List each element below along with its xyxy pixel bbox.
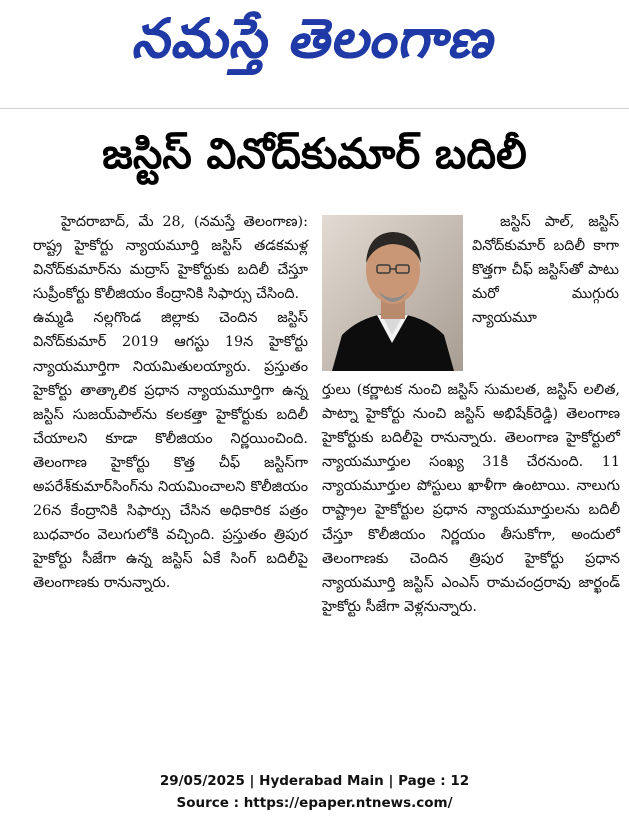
- headline-text: జస్టిస్ వినోద్‌కుమార్ బదిలీ: [102, 129, 527, 178]
- right-column-bottom: [322, 378, 620, 619]
- masthead-divider: [0, 108, 629, 109]
- judge-photo: [322, 215, 463, 371]
- source-line: Source : https://epaper.ntnews.com/: [176, 795, 453, 811]
- right-paragraph-bottom: ర్తులు (కర్ణాటక నుంచి జస్టిస్ సుమలత, జస్టిస్ లలిత, పాట్నా హైకోర్టు నుంచి జస్టిస్ అభిషేక్‌రెడ్డి) తెలంగాణ హైకోర్టుకు బదిలీపై రానున్నారు. తెలంగాణ హైకోర్టులో న్యాయమూర్తుల సంఖ్య 31కి చేరనుంది. 11 న్యాయమూర్తుల పోస్టులు ఖాళీగా ఉంటాయి. నాలుగు రాష్ట్రాల హైకోర్టుల ప్రధాన న్యాయమూర్తులను బదిలీ చేస్తూ కొలీజియం నిర్ణయం తీసుకోగా, అందులో తెలంగాణకు చెందిన త్రిపుర హైకోర్టు ప్రధాన న్యాయమూర్తి జస్టిస్ ఎంఎస్ రామచంద్రరావు జార్ఖండ్ హైకోర్టు సీజేగా వెళ్లనున్నారు.: [322, 382, 620, 615]
- right-paragraph-top: జస్టిస్ పాల్, జస్టిస్ వినోద్‌కుమార్ బదిలీ కాగా కొత్తగా చీఫ్ జస్టిస్‌తో పాటు మరో ముగ్గురు న్యాయమూ: [472, 214, 619, 327]
- paragraph-1: హైదరాబాద్, మే 28, (నమస్తే తెలంగాణ): రాష్ట్ర హైకోర్టు న్యాయమూర్తి జస్టిస్ తడకమళ్ల వినోద్‌కుమార్‌ను మద్రాస్ హైకోర్టుకు బదిలీ చేస్తూ సుప్రీంకోర్టు కొలీజియం కేంద్రానికి సిఫార్సు చేసింది.: [33, 214, 308, 303]
- edition-line: 29/05/2025 | Hyderabad Main | Page : 12: [159, 773, 470, 789]
- right-column-top: [472, 210, 619, 330]
- masthead: [0, 0, 629, 90]
- article-headline: [0, 130, 629, 188]
- edition-info: [0, 773, 629, 789]
- newspaper-title: నమస్తే తెలంగాణ: [128, 6, 504, 70]
- left-column: [33, 210, 308, 596]
- source-info: [0, 795, 629, 811]
- paragraph-2: ఉమ్మడి నల్లగొండ జిల్లాకు చెందిన జస్టిస్ వినోద్‌కుమార్ 2019 ఆగస్టు 19న హైకోర్టు న్యాయమూర్తిగా నియమితులయ్యారు. ప్రస్తుతం హైకోర్టు తాత్కాలిక ప్రధాన న్యాయమూర్తిగా ఉన్న జస్టిస్ సుజయ్‌పాల్‌ను కలకత్తా హైకోర్టుకు బదిలీ చేయాలని కూడా కొలీజియం నిర్ణయించింది. తెలంగాణ హైకోర్టు కొత్త చీఫ్ జస్టిస్‌గా అపరేశ్‌కుమార్‌సింగ్‌ను నియమించాలని కొలీజియం 26న కేంద్రానికి సిఫార్సు చేసిన అధికారిక పత్రం బుధవారం వెలుగులోకి వచ్చింది. ప్రస్తుతం త్రిపుర హైకోర్టు సీజేగా ఉన్న జస్టిస్ ఏకే సింగ్ బదిలీపై తెలంగాణకు రానున్నారు.: [33, 310, 308, 592]
- portrait-photo-icon: [322, 215, 463, 371]
